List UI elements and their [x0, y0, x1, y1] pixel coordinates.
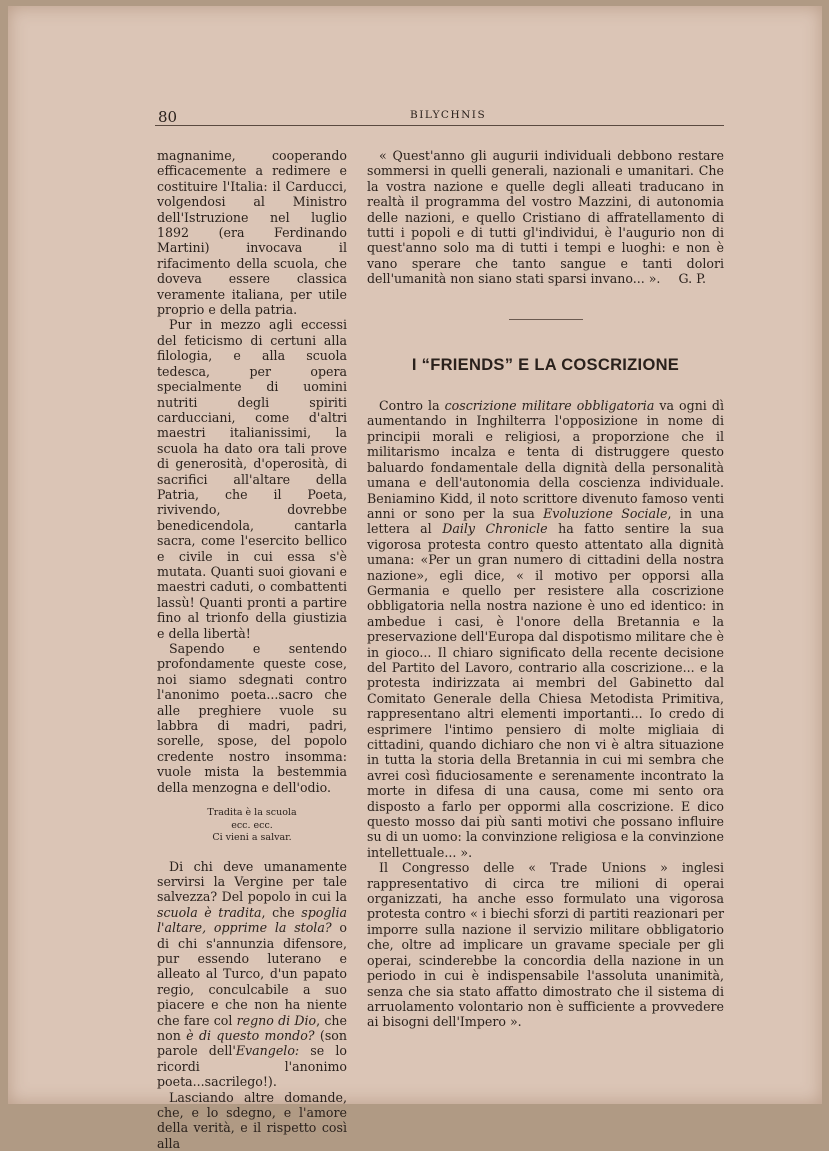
paragraph: Lasciando altre domande, che, e lo sdegno, e l'amore della verità, e il rispetto così alla [157, 1089, 347, 1151]
signature: G. P. [678, 271, 706, 287]
left-column [157, 148, 347, 1151]
verse-line: Ci vieni a salvar. [212, 832, 292, 844]
paragraph: Sapendo e sentendo profondamente queste cose, noi siamo sdegnati contro l'anonimo poeta...sacro che alle preghiere vuole su labbra di madri, padri, sorelle, spose, del popolo credente nostro insomma: vuole mista la bestemmia della menzogna e dell'odio. [157, 641, 347, 795]
journal-title: BILYCHNIS [410, 109, 487, 121]
verse-quote [157, 807, 347, 845]
paragraph: Il Congresso delle « Trade Unions » inglesi rappresentativo di circa tre milioni di operai organizzati, ha anche esso formulato una vigorosa protesta contro « i biechi sforzi di partiti reazionari per imporre sulla nazione il servizio militare obbligatorio che, oltre ad implicare un gravame speciale per gli operai, scinderebbe la concordia della nazione in un periodo in cui è indispensabile l'assoluta unanimità, senza che sia stato affatto dimostrato che il sistema di arruolamento volontario non è sufficiente a provvedere ai bisogni dell'Impero ». [367, 860, 724, 1030]
page-number: 80 [158, 108, 178, 126]
verse-line: Tradita è la scuola [207, 807, 297, 819]
paragraph: Contro la coscrizione militare obbligatoria va ogni dì aumentando in Inghilterra l'opposizione in nome di principii morali e religiosi, a proporzione che il militarismo incalza e tenta di distruggere questo baluardo fondamentale della dignità della personalità umana e dell'autonomia della coscienza individuale. Beniamino Kidd, il noto scrittore divenuto famoso venti anni or sono per la sua Evoluzione Sociale, in una lettera al Daily Chronicle ha fatto sentire la sua vigorosa protesta contro questo attentato alla dignità umana: «Per un gran numero di cittadini della nostra nazione», egli dice, « il motivo per opporsi alla Germania e quello per resistere alla coscrizione obbligatoria nella nostra nazione è uno ed identico: in ambedue i casi, è l'onore della Bretannia e la preservazione dell'Europa dal dispotismo militare che è in gioco... Il chiaro significato della recente decisione del Partito del Lavoro, contrario alla coscrizione... e la protesta indirizzata ai membri del Gabinetto dal Comitato Generale della Chiesa Metodista Primitiva, rappresentano altri elementi importanti... Io credo di esprimere l'intimo pensiero di molte migliaia di cittadini, quando dichiaro che non vi è altra situazione in tutta la storia della Bretannia in cui mi sembra che avrei così fiduciosamente e serenamente incontrato la morte in difesa di una causa, come mi sento ora disposto a farlo per oppormi alla coscrizione. E dico questo mosso dai più santi motivi che possano influire su di un uomo: la convinzione religiosa e la convinzione intellettuale... ». [367, 398, 724, 860]
article-title: I “FRIENDS” E LA COSCRIZIONE [411, 355, 680, 374]
paragraph: Di chi deve umanamente servirsi la Vergine per tale salvezza? Del popolo in cui la scuola è tradita, che spoglia l'altare, opprime la stola? o di chi s'annunzia difensore, pur essendo luterano e alleato al Turco, d'un papato regio, conculcabile a suo piacere e che non ha niente che fare col regno di Dio, che non è di questo mondo? (son parole dell'Evangelo: se lo ricordi l'anonimo poeta...sacrilego!). [157, 858, 347, 1090]
right-column [367, 148, 724, 1030]
quote-paragraph: « Quest'anno gli augurii individuali debbono restare sommersi in quelli generali, nazionali e umanitari. Che la vostra nazione e quelle degli alleati traducano in realtà il programma del vostro Mazzini, di autonomia delle nazioni, e quello Cristiano di affratellamento di tutti i popoli e di tutti gl'individui, è l'augurio non di quest'anno solo ma di tutti i tempi e luoghi: e non è vano sperare che tanto sangue e tanti dolori dell'umanità non siano stati sparsi invano... ». [367, 148, 724, 287]
section-divider [509, 319, 583, 320]
verse-line: ecc. ecc. [231, 819, 273, 831]
header-rule [155, 125, 724, 126]
paragraph: Pur in mezzo agli eccessi del feticismo di certuni alla filologia, e alla scuola tedesca, per opera specialmente di uomini nutriti degli spiriti carducciani, come d'altri maestri italianissimi, la scuola ha dato ora tali prove di generosità, d'operosità, di sacrifici all'altare della Patria, che il Poeta, rivivendo, dovrebbe benedicendola, cantarla sacra, come l'esercito bellico e civile in cui essa s'è mutata. Quanti suoi giovani e maestri caduti, o combattenti lassù! Quanti pronti a partire fino al trionfo della giustizia e della libertà! [157, 317, 347, 641]
paragraph: magnanime, cooperando efficacemente a redimere e costituire l'Italia: il Carducci, volgendosi al Ministro dell'Istruzione nel luglio 1892 (era Ferdinando Martini) invocava il rifacimento della scuola, che doveva essere classica veramente italiana, per utile proprio e della patria. [157, 148, 347, 318]
